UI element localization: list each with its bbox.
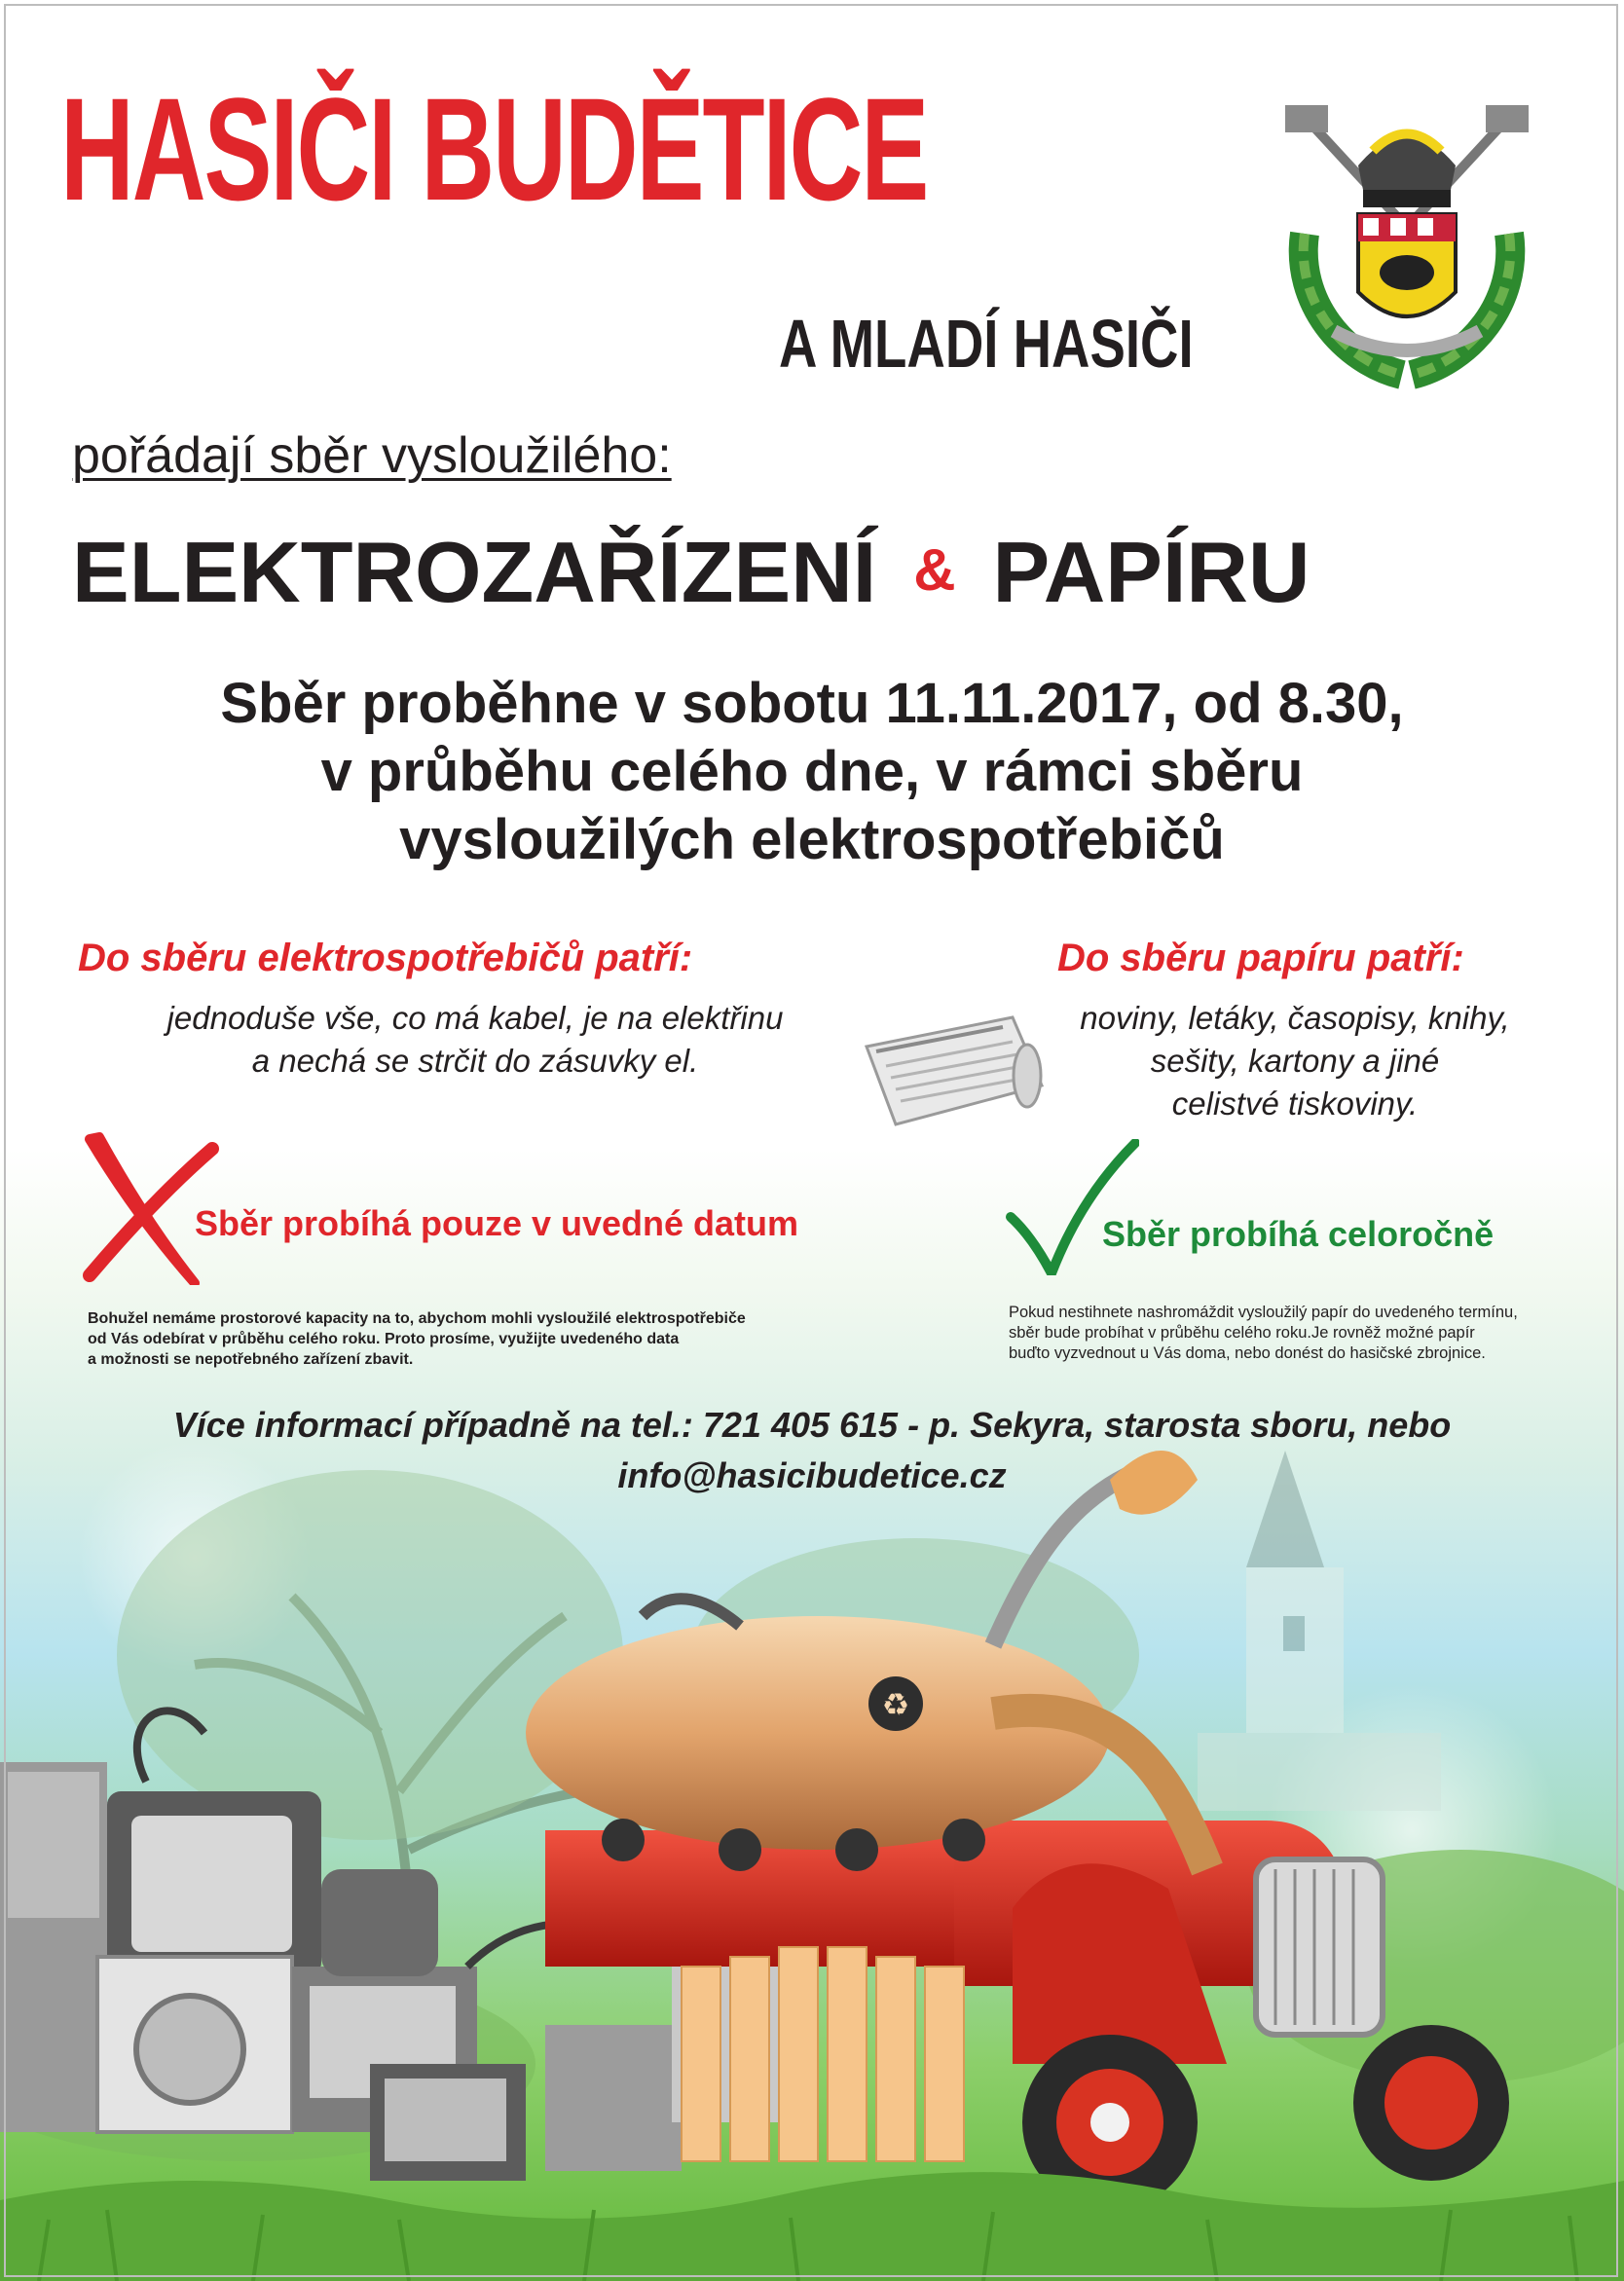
electronics-description [115, 997, 835, 1083]
paper-line: sešity, kartony a jiné [1150, 1043, 1440, 1079]
intro-text: pořádají sběr vysloužilého: [72, 427, 672, 484]
note-line: Bohužel nemáme prostorové kapacity na to, abychom mohli vysloužilé elektrospotřebiče [88, 1310, 746, 1327]
date-line: vysloužilých elektrospotřebičů [399, 808, 1225, 871]
paper-line: celistvé tiskoviny. [1171, 1085, 1419, 1122]
paper-description [1032, 997, 1558, 1125]
electronics-note [88, 1308, 746, 1370]
date-line: Sběr proběhne v sobotu 11.11.2017, od 8.30, [220, 672, 1404, 735]
paper-collection-notice: Sběr probíhá celoročně [1102, 1214, 1495, 1254]
electronics-line: jednoduše vše, co má kabel, je na elektřinu [166, 1000, 784, 1036]
fire-brigade-emblem [1266, 97, 1548, 389]
note-line: od Vás odebírat v průběhu celého roku. Proto prosíme, využijte uvedeného data [88, 1331, 680, 1347]
paper-note [1009, 1303, 1518, 1364]
newspaper-icon [847, 1008, 1052, 1134]
electronics-collection-notice: Sběr probíhá pouze v uvedné datum [194, 1203, 799, 1243]
date-line: v průběhu celého dne, v rámci sběru [320, 740, 1304, 803]
paper-line: noviny, letáky, časopisy, knihy, [1080, 1000, 1510, 1036]
date-announcement [0, 670, 1624, 874]
paper-heading: Do sběru papíru patří: [1057, 937, 1464, 979]
page-title: HASIČI BUDĚTICE [60, 67, 928, 231]
contact-info [0, 1400, 1624, 1501]
contact-phone-line: Více informací případně na tel.: 721 405 615 - p. Sekyra, starosta sboru, nebo [172, 1405, 1452, 1445]
svg-text:♻: ♻ [881, 1686, 910, 1723]
headline-electronics: ELEKTROZAŘÍZENÍ [72, 524, 877, 620]
headline [72, 526, 1310, 620]
page-subtitle: A MLADÍ HASIČI [779, 306, 1194, 382]
note-line: a možnosti se nepotřebného zařízení zbavit. [88, 1351, 414, 1368]
headline-ampersand: & [913, 537, 956, 603]
note-line: buďto vyzvednout u Vás doma, nebo donést do hasičské zbrojnice. [1009, 1344, 1486, 1362]
electronics-heading: Do sběru elektrospotřebičů patří: [78, 937, 693, 979]
headline-paper: PAPÍRU [992, 524, 1310, 620]
contact-email[interactable]: info@hasicibudetice.cz [617, 1455, 1007, 1495]
note-line: sběr bude probíhat v průběhu celého roku.Je rovněž možné papír [1009, 1324, 1475, 1342]
note-line: Pokud nestihnete nashromáždit vysloužilý papír do uvedeného termínu, [1009, 1304, 1518, 1321]
check-mark-icon [1003, 1139, 1139, 1275]
electronics-line: a nechá se strčit do zásuvky el. [251, 1043, 699, 1079]
